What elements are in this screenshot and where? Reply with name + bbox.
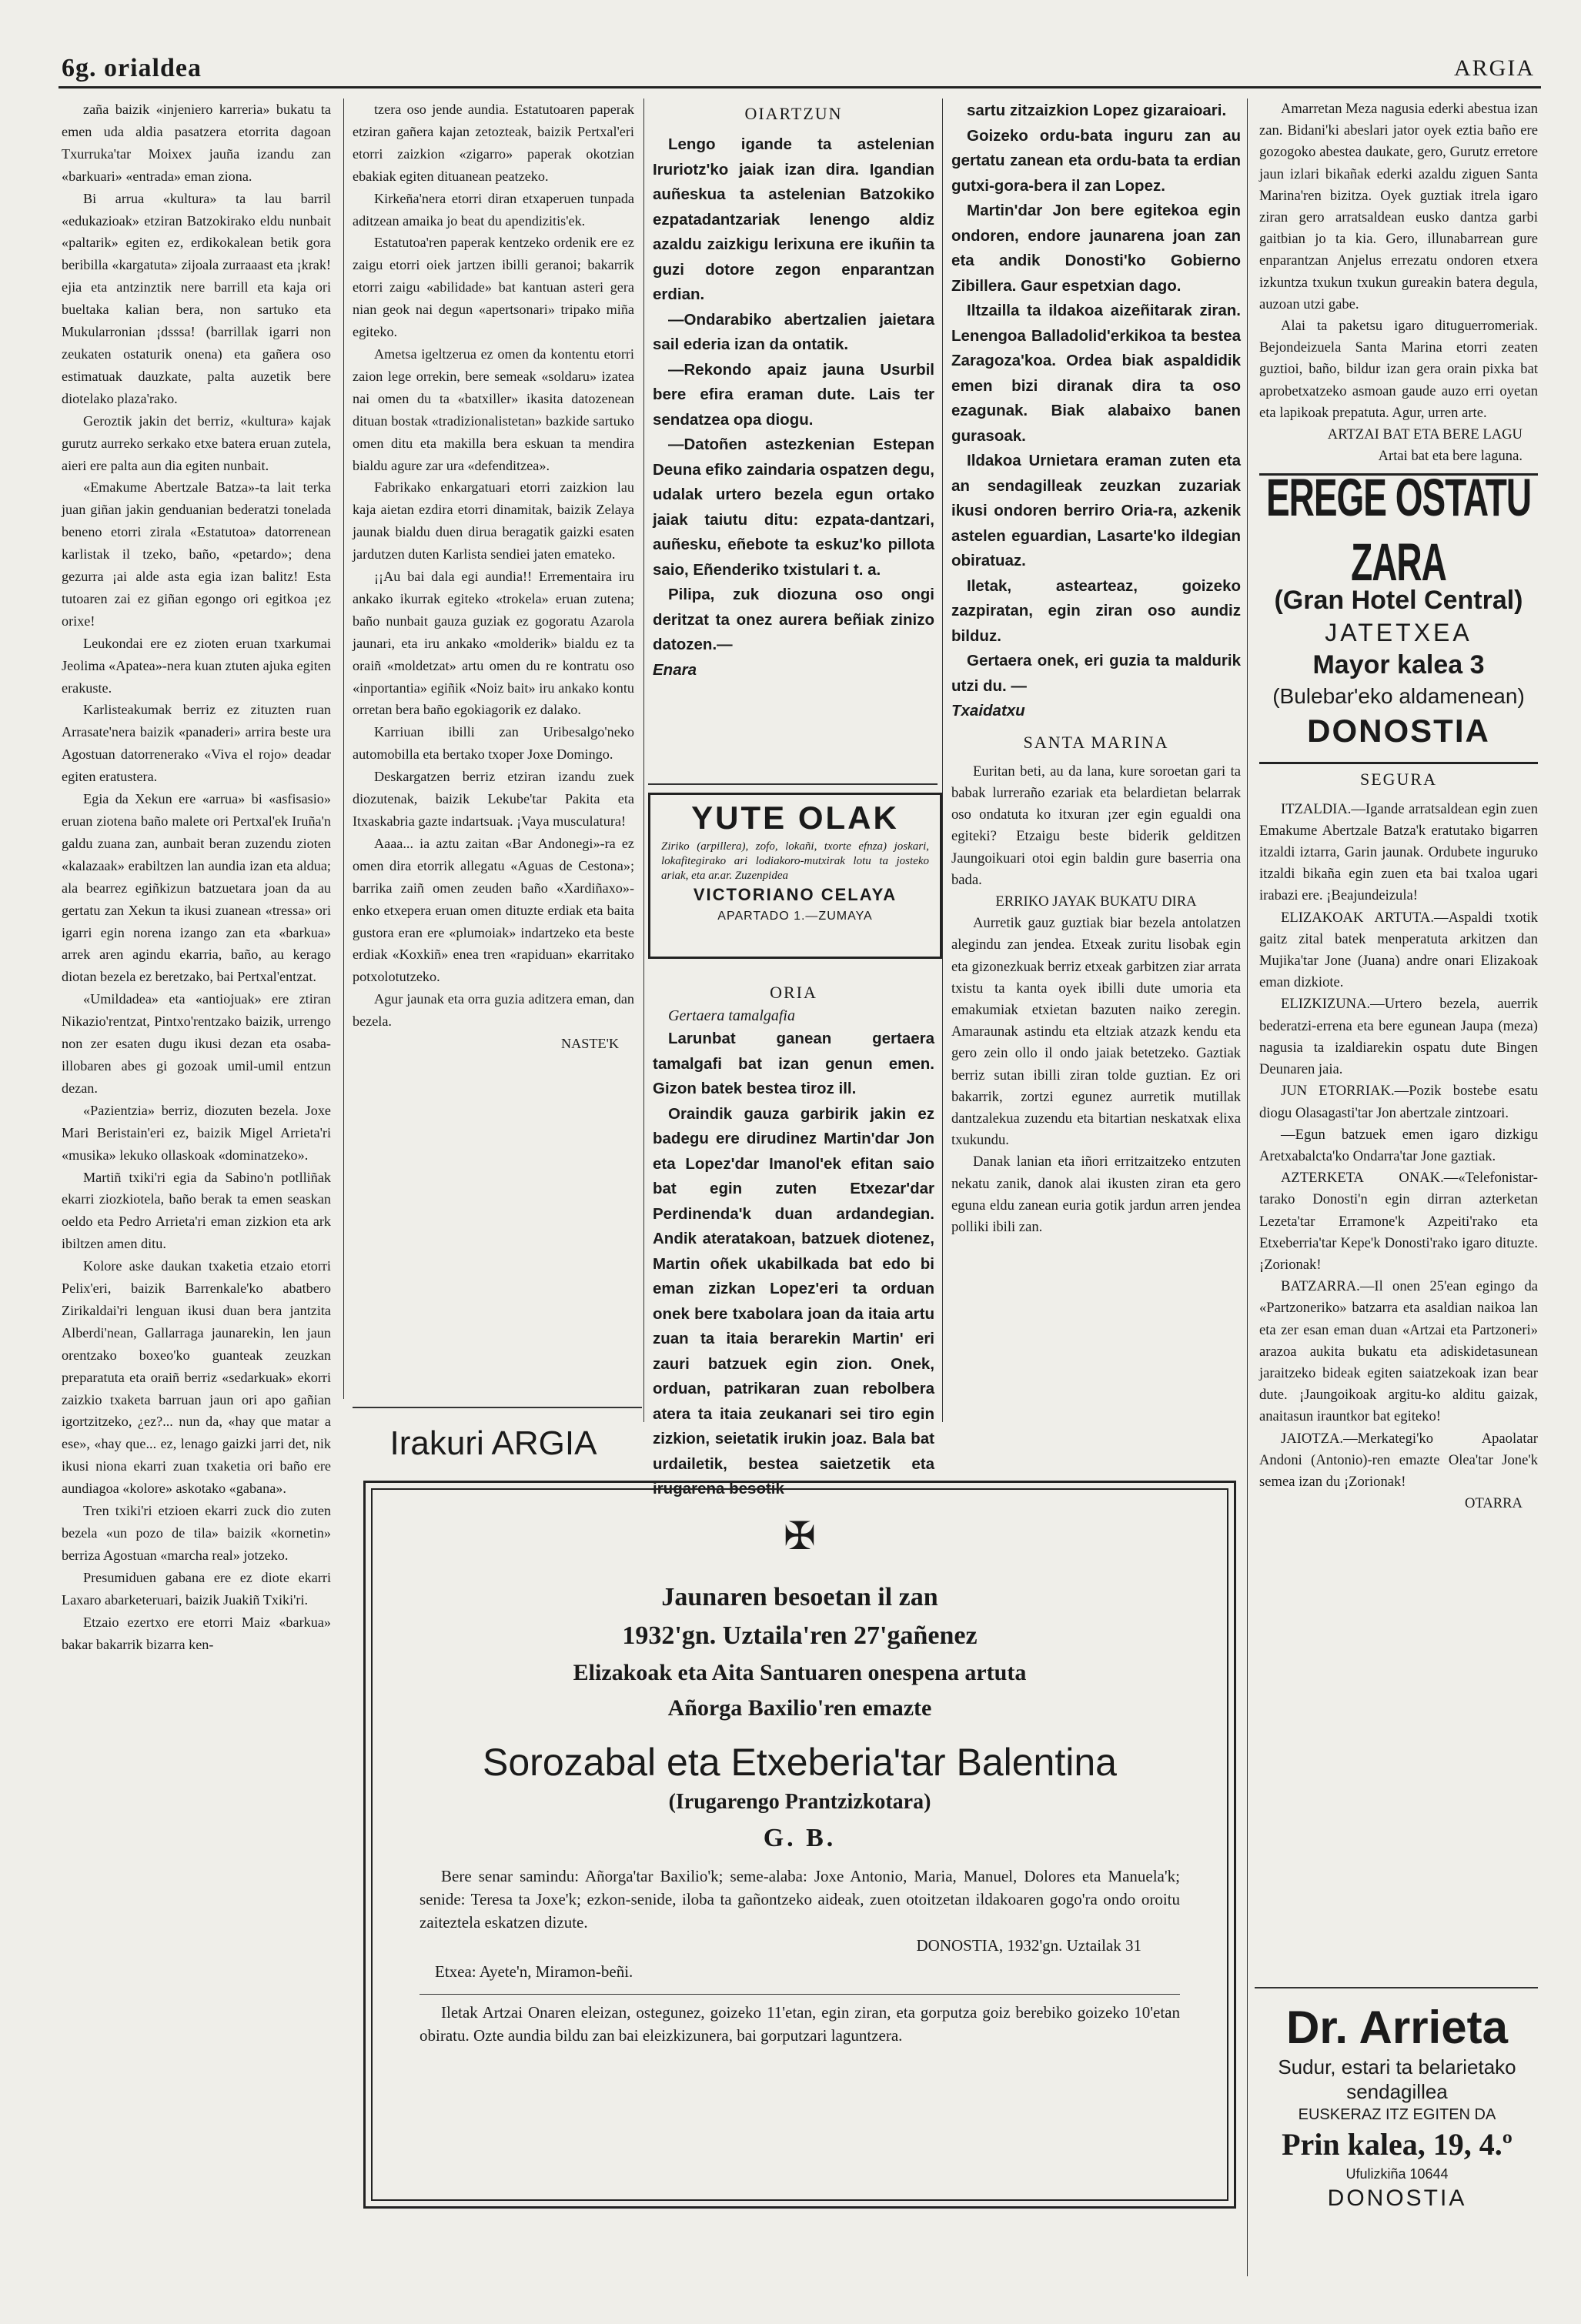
paragraph: tzera oso jende aundia. Estatutoaren paperak etziran gañera kajan zetozteak, baizik Pertxal'eri etorri zaizkion «zigarro» paperak okotzian ebakiak egiten dituanean peatzeko. (353, 102, 634, 184)
paragraph: Deskargatzen berriz etziran izandu zuek diozutenak, baizik Lekube'tar Pakita eta Itxaskabria gazte indartsuak. ¡Vaya musculatura! (353, 769, 634, 829)
death-line-4: Añorga Baxilio'ren emazte (667, 1695, 932, 1721)
author-signature: NASTE'K (560, 1036, 619, 1052)
paragraph: Goizeko ordu-bata inguru zan au gertatu zanean eta ordu-bata ta erdian gutxi-gora-bera il zan Lopez. (951, 126, 1241, 195)
divider (1259, 762, 1538, 764)
column-2-article (353, 99, 634, 1399)
doctor-city: DONOSTIA (1327, 2185, 1467, 2211)
paragraph: AZTERKETA ONAK.—«Telefonistar-tarako Donosti'n egin dirran azterketan Lezeta'tar Erramone'k Azpeiti'rako eta Etxeberria'tar Kepe'k Donosti'rako igaro dituzte. ¡Zorionak! (1259, 1170, 1538, 1273)
paragraph: Karriuan ibilli zan Uribesalgo'neko automobilla eta bertako txoper Joxe Domingo. (353, 724, 634, 763)
paragraph: zaña baizik «injeniero karreria» bukatu ta emen uda aldia pasatzera etorrita dagoan Txurruka'tar Moixex jauña izandu zan «barkuari» «entrada» eman ziona. (62, 102, 331, 184)
paragraph: —Ondarabiko abertzalien jaietara sail ederia izan da ontatik. (653, 310, 934, 354)
paragraph: Danak lanian eta iñori erritzaitzeko entzuten nekatu zanik, danok alai ikusten ziran eta gero eguna eldu zanean euria gotik jardun arren jendea polliki ibili zan. (951, 1154, 1241, 1235)
paragraph: Martin'dar Jon bere egitekoa egin ondoren, endore jaunarena joan zan eta andik Donosti'ko Gobierno Zibillera. Gaur espetxian dago. (951, 202, 1241, 295)
paragraph: Kirkeña'nera etorri diran etxaperuen tunpada aditzean amaika jo beat du apendizitis'ek. (353, 190, 634, 229)
doctor-phone: Ufulizkiña 10644 (1345, 2166, 1449, 2182)
deceased-subtitle: (Irugarengo Prantzizkotara) (668, 1790, 931, 1814)
hotel-name: EREGE OSTATU ZARA (1265, 467, 1532, 593)
yute-olak-text: Ziriko (arpillera), zofo, lokañi, txorte efnza) joskari, lokafitegirako ari lodiakoro-mutxirak lotu ta josteko ariak, eta ar.ar. Zuzenpidea (661, 840, 929, 882)
oiartzun-body (653, 132, 934, 683)
column-5 (1259, 99, 1538, 2284)
santa-marina-cont-2: Alai ta paketsu igaro dituguerromeriak. Bejondeizuela Santa Marina etorri zeaten guztioi, baño, bildur izan gera orain pixka bat aprobetxatzeko asmoan gaude auzo erri oyetan eta lapikoak prepatuta. Agur, urren arte. (1259, 318, 1538, 421)
paragraph: Martiñ txiki'ri egia da Sabino'n potlliñak ekarri ziozkiotela, baño berak ta emen seaskan oeldo eta Pedro Arrieta'ri eman zizkion eta ark ibiltzen amen ditu. (62, 1169, 331, 1252)
yute-olak-address: APARTADO 1.—ZUMAYA (717, 910, 873, 923)
column-divider (942, 99, 943, 1422)
column-1-article (62, 99, 331, 2253)
paragraph: Egia da Xekun ere «arrua» bi «asfisasio» eruan ziotena baño malete ori Pertxal'ek Iruña'n galdu zuana zan, aunbait beran zuzendu zioten «kalazaak» erabiltzen lan aundia izan eta aldua; ala bearrez egiñkizun batzuetara joan da au gertatu zan Xekun ta ikusi zuanean «tressa» ori igarri egin norena izango zan eta «barkua» arrek aren agindu ekarria, baño, au kerago diotan bezela ez beretzako, bai Pertxal'entzat. (62, 791, 331, 985)
paragraph: sartu zitzaizkion Lopez gizaraioari. (967, 102, 1227, 119)
paragraph: Etzaio ezertxo ere etorri Maiz «barkua» bakar bakarrik bizarra ken- (62, 1614, 331, 1652)
oiartzun-title: OIARTZUN (744, 104, 843, 123)
segura-body (1259, 799, 1538, 1494)
hotel-restaurant: JATETXEA (1325, 619, 1472, 647)
paragraph: Gertaera onek, eri guzia ta maldurik utzi du. — (951, 652, 1241, 695)
paragraph: Iltzailla ta ildakoa aizeñitarak ziran. Lenengoa Balladolid'erkikoa ta bestea Zaragoza'koa. Ordea biak aspaldidik emen bizi diranak dira ta oso ezagunak. Biak alabaixo banen gurasoak. (951, 302, 1241, 445)
oria-subtitle: Gertaera tamalgafia (668, 1007, 795, 1025)
read-argia-ad: Irakuri ARGIA (389, 1424, 597, 1462)
paragraph: Estatutoa'ren paperak kentzeko ordenik ere ez zaigu etorri oiek jartzen ibilli geranoi; bakarrik etorri zaigu «abilidade» bat kantuan asteri gera nian geok nai degun «apertsonari» tripako miña egiteko. (353, 235, 634, 340)
oria-body (653, 1027, 934, 1502)
paragraph: «Pazientzia» berriz, diozuten bezela. Joxe Mari Beristain'eri ez, baizik Migel Arrieta'ri «musika» lekuko ollaskoak «dominatzeko». (62, 1102, 331, 1163)
paragraph: JAIOTZA.—Merkategi'ko Apaolatar Andoni (Antonio)-ren emazte Olea'tar Jone'k semea izan du ¡Zorionak! (1259, 1430, 1538, 1490)
divider (419, 1994, 1180, 1995)
page-number: 6g. orialdea (62, 54, 202, 82)
santa-marina-body (951, 761, 1241, 1238)
death-body: Bere senar samindu: Añorga'tar Baxilio'k; seme-alaba: Joxe Antonio, Maria, Manuel, Dolores eta Manuela'k; senide: Teresa ta Joxe'k; ezkon-senide, iloba ta gañontzeko aideak, zuen otoitzetan ildakoaren gogo'ra ondo oroitu zaiteztela eskatzen dizute. (419, 1867, 1180, 1932)
yute-olak-title: YUTE OLAK (691, 800, 899, 836)
rip: G. B. (763, 1824, 837, 1852)
cross-icon: ✠ (784, 1514, 816, 1558)
death-place-date: DONOSTIA, 1932'gn. Uztailak 31 (916, 1936, 1141, 1955)
paragraph: ITZALDIA.—Igande arratsaldean egin zuen Emakume Abertzale Batza'k eratutako bigarren itzaldi iztarra, Garin jaunak. Ordubete inguruko itzaldi bikaña egin zuen eta bai txaloa ugari irabazi ere. ¡Beajundeizula! (1259, 800, 1538, 904)
paragraph: Kolore aske daukan txaketia etzaio etorri Pelix'eri, baizik Barrenkale'ko abatbero Zirikaldai'ri lenguan ikusi duan bera jantzita Alberdi'nean, Gallarraga jaunarekin, len jaun orentzako boxeo'ko guanteak zeuzkan preparatuta eta oraiñ berriz «sedarkuak» ekorri zaizkio txaketa barruan jaun ori apo gañian igortzitzeko, ¿ez?... nun da, «hay que matar a ese», «hay que... ez, lenago gaizki jarri det, nik ikusi niona ekarri zuan txaketia ori baño ere aundiagoa «kolore» askotako «gabana». (62, 1258, 331, 1497)
hotel-subtitle: (Gran Hotel Central) (1274, 586, 1523, 616)
doctor-language: EUSKERAZ ITZ EGITEN DA (1298, 2106, 1496, 2123)
hotel-city: DONOSTIA (1307, 713, 1490, 750)
santa-marina-cont: Amarretan Meza nagusia ederki abestua izan zan. Bidani'ki abeslari jator oyek eztia baño ere gozogoko abestea daukate, gero, Gurutz erretore jaun izlari bikañak ederki azaldu ziguen Santa Marina'ren bizitza. Oyek guztiak itrela igaro ziran gero arratsaldean eusko dantza garbi gaitbian jo ta kia. Gero, illunabarrean gure enparantzan Anjelus errezatu ondoren etxera izkuntza txukun txukun gureakin batera degula, auzoan utzi gabe. (1259, 101, 1539, 312)
death-house: Etxea: Ayete'n, Miramon-beñi. (435, 1962, 633, 1981)
author-signature-2: Artai bat eta bere laguna. (1378, 448, 1523, 465)
oria-article (653, 977, 934, 1498)
deceased-name: Sorozabal eta Etxeberia'tar Balentina (483, 1741, 1117, 1784)
doctor-name: Dr. Arrieta (1286, 2002, 1508, 2053)
paragraph: Oraindik gauza garbirik jakin ez badegu ere dirudinez Martin'dar Jon eta Lopez'dar Imanol'ek efitan saio bat egin zuten Etxezar'dar Perdinenda'k duan ardandegian. Andik ateratakoan, batzuek diotenez, Martin oñek ukabilkada bat edo bi eman zizkan Lopez'eri ta orduan onek bere txabolara joan da itaia artu zuan ta itaia berarekin Martin' eri zauri batzuek egin zion. Onek, orduan, patrikaran zuan rebolbera atera ta itaia zeukanari sei tiro egin zizkion, seietatik irukin joaz. Bala bat urdailetik, bestea saietzetik eta irugarena besotik (653, 1104, 934, 1498)
paragraph: Lengo igande ta astelenian Iruriotz'ko jaiak izan dira. Igandian auñeskua ta astelenian Batzokiko ezpatadantzariak lenengo aldiz azaldu zaizkigu lerixuna ere ikuñin ta guzi dotore zegon enparantzan erdian. (653, 135, 934, 304)
oiartzun-article (653, 99, 934, 791)
column-divider (643, 99, 644, 1422)
doctor-specialty: Sudur, estari ta belarietako sendagillea (1278, 2055, 1516, 2103)
paragraph: BATZARRA.—Il onen 25'ean egingo da «Partzoneriko» batzarra eta asaldian naikoa lan eta zer esan eman duan «Artzai eta Partzoneri» arazoa aukita bukatu eta adiskidetasunean jaraitzeko bideak egiten saiatzekoak izan bear dute. ¡Jaungoikoak argitu-ko alditu gaizak, anaitasun irauntkor bat egiteko! (1259, 1278, 1538, 1425)
death-line-1: Jaunaren besoetan il zan (661, 1583, 938, 1611)
hotel-location: (Bulebar'eko aldamenean) (1272, 684, 1525, 709)
author-signature: Txaidatxu (951, 702, 1025, 720)
divider (648, 783, 938, 785)
column-divider (1247, 99, 1248, 2276)
paragraph: Bi arrua «kultura» ta lau barril «edukazioak» etziran Batzokirako eldu nunbait «paltarik» egiten ez, erdikokalean betik gora beribilla «kargatuta» zijoala zurraaast eta ¡krak! ejia eta antzinztik nere barrill eta kaja ori bueltaka kalian bera, non sartuko eta Mukularronian ¡dsssa! (barrillak igarri non zeukaten ostaturik onena) eta gañera oso estimatuak dauzkate, palta auzetik bere diotelako plaza'rako. (62, 190, 331, 406)
paragraph: «Emakume Abertzale Batza»-ta lait terka juan giñan jakin genduanian bederatzi tonelada beneno etorri zirala «Estatutoa» datorrenean karlistak il tzeko, baño, «petardo»; dena gezurra ¡ai alde asta egia izan balitz! Esta tutoaren zai ez giñan egongo ori egitkoa ¡ez orixe! (62, 479, 331, 629)
paragraph: ELIZAKOAK ARTUTA.—Aspaldi txotik gaitz zital batek menperatuta arkitzen dan Mujika'tar Jone (Juana) andre onari Elizakoak eman dizkiote. (1259, 909, 1538, 991)
paragraph: Aurretik gauz guztiak biar bezela antolatzen alegindu zan jendea. Etxeak zuritu lisobak egin eta gizonezkuak berriz etxeak garbitzen ziar arrata txistu ta kanta oyek ibilli dute umoria eta emakumiak etxietan bazuten naiko zeregin. Amaraunak astindu eta eltziak atzazk kendu eta gero zein ollo il ondo jaiak betetzeko. Gaztiak berriz sutan ibilli ziran tolde guztian. Ez ori bakarrik, zortzi egunez aurretik mutillak dantzalekua zuzendu eta bitartian neskatxak elixa txukundu. (951, 915, 1241, 1149)
death-date: 1932'gn. Uztaila'ren 27'gañenez (622, 1621, 978, 1650)
segura-signature: OTARRA (1465, 1495, 1523, 1512)
yute-olak-ad (648, 793, 942, 959)
death-notice (363, 1481, 1236, 2209)
death-line-3: Elizakoak eta Aita Santuaren onespena artuta (573, 1660, 1027, 1685)
paragraph: Karlisteakumak berriz ez zituzten ruan Arrasate'nera baizik «panaderi» arrira beste ura Agostuan datorrenerako «Viva el rojo» deadar egiten eratustera. (62, 702, 331, 785)
section-heading: ERRIKO JAYAK BUKATU DIRA (995, 893, 1197, 910)
author-signature: ARTZAI BAT ETA BERE LAGU (1327, 426, 1523, 443)
oria-continuation (951, 99, 1241, 724)
paragraph: —Datoñen astezkenian Estepan Deuna efiko zaindaria ospatzen degu, udalak urtero bezela egun ortako jaiak taiutu ditu: ezpata-dantzari, auñesku, eñebote ta eskuz'ko pillota saio, Eñenderiko txistulari t. a. (653, 436, 934, 579)
paragraph: Larunbat ganean gertaera tamalgafi bat izan genun emen. Gizon batek bestea tiroz ill. (653, 1030, 934, 1098)
hotel-ad (1259, 467, 1538, 751)
column-divider (343, 99, 344, 1399)
paragraph: Pilipa, zuk diozuna oso ongi deritzat ta onez aurera beñiak zinizo datozen.— (653, 586, 934, 654)
header-rule (58, 86, 1541, 88)
paragraph: Geroztik jakin det berriz, «kultura» kajak gurutz aurreko serkako etxe batera eruan zutela, aieri ere palta aun dia egiten nunbait. (62, 412, 331, 473)
paragraph: Tren txiki'ri etzioen ekarri zuck dio zuten bezela «un pozo de tila» baizik «kornetin» berriza Agostuan «marcha real» jotzeko. (62, 1503, 331, 1563)
paragraph: Agur jaunak eta orra guzia aditzera eman, dan bezela. (353, 991, 634, 1030)
paragraph: JUN ETORRIAK.—Pozik bostebe esatu diogu Olasagasti'tar Jon abertzale zintzoari. (1259, 1083, 1538, 1121)
paragraph: Aaaa... ia aztu zaitan «Bar Andonegi»-ra ez omen dira etorrik allegatu «Aguas de Cestona»; barrika zaiñ omen zeuden baño «Xardiñaxo»-enko etxepera eruan omen dituzte erdiak eta baita gustora eran ere «plumoiak» indartzeko eta beste erdiak «Koxkiñ» enea tren «rapiduan» ekarritako potxolotutzeko. (353, 835, 634, 985)
author-signature: Enara (653, 660, 697, 679)
paragraph: Ildakoa Urnietara eraman zuten eta an sendagilleak zeuzkan zuzariak ikusi ondoren berriro Oria-ra, azkenik astelen eguardian, Lasarte'ko ildegian obiratuaz. (951, 452, 1241, 569)
paragraph: Leukondai ere ez zioten eruan txarkumai Jeolima «Apatea»-nera kuan ztuten ajuka egiten erakuste. (62, 635, 331, 696)
santa-marina-title: SANTA MARINA (1023, 732, 1169, 752)
paragraph: —Rekondo apaiz jauna Usurbil bere efira eraman dute. Lais ter sendatzea opa diogu. (653, 360, 934, 429)
paragraph: ELIZKIZUNA.—Urtero bezela, auerrik bederatzi-errena eta bere egunean Jaupa (meza) nagusia ta izaldiarekin ospatu dute Bingen Deunaren jaia. (1259, 996, 1538, 1078)
oria-title: ORIA (770, 983, 817, 1002)
masthead: ARGIA (1454, 55, 1535, 81)
paragraph: —Egun batzuek emen igaro dizkigu Aretxabalcta'ko Ondarra'tar Jone gaztiak. (1259, 1126, 1538, 1164)
doctor-ad (1262, 2001, 1532, 2216)
paragraph: Euritan beti, au da lana, kure soroetan gari ta babak lurreraño ezariak eta belardietan belarrak oso ondatuta ko itxuran ¡zer egin egualdi ona egiteki? Etzaigu beste biderik gelditzen Jaungoikuari otoi egin baldin gure baserria ona bada. (951, 763, 1241, 888)
paragraph: «Umildadea» eta «antiojuak» ere ztiran Nikazio'rentzat, Pintxo'rentzako baizik, urrengo non zer esaten dugu ikusi dezan eta osaba-illobaren abes gi gozoak umil-umil entzun dezan. (62, 991, 331, 1096)
paragraph: Iletak, astearteaz, goizeko zazpiratan, egin ziran oso aundiz bilduz. (951, 576, 1241, 645)
paragraph: Ametsa igeltzerua ez omen da kontentu etorri zaion lege orrekin, bere semeak «soldaru» izatea nai omen du ta «batxiller» ikasita datozenean dituan bostak «tradizionalistetan» bazkide sartuko omen ditu eta makilla bera eskuan ta mendira bialdu agure zar ura «defenditzea». (353, 346, 634, 473)
divider (1255, 1987, 1538, 1988)
paragraph: Fabrikako enkargatuari etorri zaizkion lau kaja aietan ezdira etorri dinamitak, baizik Zelaya jaunak bialdu duen dirua beragatik gaizki esaten jardutzen duten Karlista sendiei jaten emateko. (353, 479, 634, 563)
yute-olak-name: VICTORIANO CELAYA (693, 885, 897, 904)
funeral-info: Iletak Artzai Onaren eleizan, ostegunez, goizeko 11'etan, egin ziran, eta gorputza goiz berebiko goizeko 10'etan obiratu. Ozte aundia bildu zan bai eleizkizunera, bai gorputzari laguntzera. (419, 2003, 1180, 2045)
segura-title: SEGURA (1359, 770, 1437, 790)
doctor-address: Prin kalea, 19, 4.º (1282, 2127, 1512, 2162)
hotel-street: Mayor kalea 3 (1312, 650, 1485, 680)
paragraph: ¡¡Au bai dala egi aundia!! Errementaira iru ankako ikurrak egiteko «trokela» eruan zutena; baño nunbait gauza guziak ez gogoratu Azarola jaunari, eta iru ankako «molderik» bialdu ez ta oraiñ «moldetzat» artu omen du re kontratu oso «inportantia» egiñik «Noiz bait» iru ankako kontu orretan bera baño egokiagorik ez dalako. (353, 569, 634, 718)
paragraph: Presumiduen gabana ere ez diote ekarri Laxaro abarketeruari, baizik Juakiñ Txiki'ri. (62, 1569, 331, 1608)
divider (353, 1407, 642, 1408)
column-4-article (951, 99, 1241, 1407)
